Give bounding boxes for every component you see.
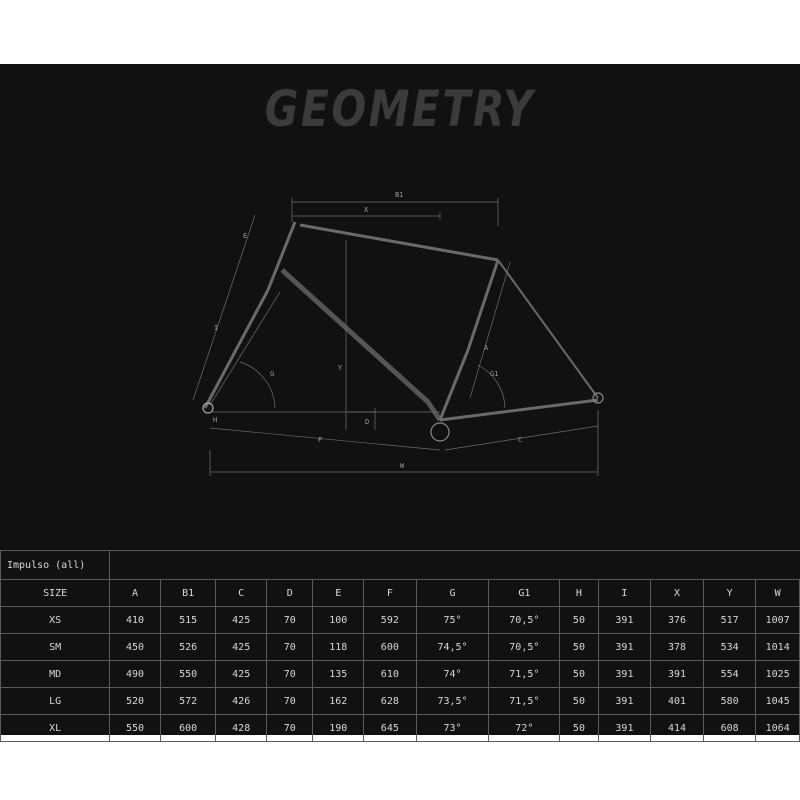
- value-cell: 391: [598, 688, 651, 715]
- col-header: D: [266, 580, 313, 607]
- value-cell: 70,5°: [489, 607, 560, 634]
- col-header: B1: [160, 580, 216, 607]
- value-cell: 74°: [416, 661, 489, 688]
- value-cell: 190: [313, 715, 364, 742]
- value-cell: 610: [364, 661, 417, 688]
- value-cell: 73,5°: [416, 688, 489, 715]
- value-cell: 70: [266, 661, 313, 688]
- table-row: [1, 688, 800, 715]
- value-cell: 1007: [756, 607, 800, 634]
- value-cell: 70,5°: [489, 634, 560, 661]
- value-cell: 520: [110, 688, 161, 715]
- geometry-table: [0, 550, 800, 742]
- value-cell: 410: [110, 607, 161, 634]
- col-header: E: [313, 580, 364, 607]
- value-cell: 425: [216, 634, 267, 661]
- value-cell: 71,5°: [489, 661, 560, 688]
- value-cell: 425: [216, 607, 267, 634]
- frame-geometry-diagram: [0, 180, 800, 480]
- page-title: GEOMETRY: [264, 80, 536, 138]
- size-cell: LG: [1, 688, 110, 715]
- value-cell: 1025: [756, 661, 800, 688]
- value-cell: 162: [313, 688, 364, 715]
- value-cell: 73°: [416, 715, 489, 742]
- value-cell: 515: [160, 607, 216, 634]
- value-cell: 391: [598, 661, 651, 688]
- value-cell: 378: [651, 634, 704, 661]
- value-cell: 554: [703, 661, 756, 688]
- value-cell: 490: [110, 661, 161, 688]
- value-cell: 592: [364, 607, 417, 634]
- size-cell: XL: [1, 715, 110, 742]
- value-cell: 414: [651, 715, 704, 742]
- label-C: C: [518, 436, 523, 444]
- label-D: D: [365, 418, 370, 426]
- label-Y: Y: [338, 364, 343, 372]
- value-cell: 50: [560, 688, 598, 715]
- value-cell: 71,5°: [489, 688, 560, 715]
- value-cell: 50: [560, 715, 598, 742]
- value-cell: 401: [651, 688, 704, 715]
- value-cell: 1045: [756, 688, 800, 715]
- col-header: C: [216, 580, 267, 607]
- value-cell: 600: [364, 634, 417, 661]
- value-cell: 600: [160, 715, 216, 742]
- col-header: A: [110, 580, 161, 607]
- table-row: [1, 607, 800, 634]
- value-cell: 391: [651, 661, 704, 688]
- frame-outline: [203, 222, 603, 441]
- table-header-row: [1, 580, 800, 607]
- value-cell: 72°: [489, 715, 560, 742]
- value-cell: 608: [703, 715, 756, 742]
- col-header: I: [598, 580, 651, 607]
- label-G1: G1: [490, 370, 499, 378]
- value-cell: 426: [216, 688, 267, 715]
- col-header: F: [364, 580, 417, 607]
- value-cell: 428: [216, 715, 267, 742]
- label-F: F: [318, 436, 323, 444]
- value-cell: 135: [313, 661, 364, 688]
- table-row: [1, 715, 800, 742]
- value-cell: 118: [313, 634, 364, 661]
- value-cell: 628: [364, 688, 417, 715]
- label-H: H: [213, 416, 218, 424]
- frame-drawing: [0, 180, 800, 480]
- col-header: X: [651, 580, 704, 607]
- value-cell: 391: [598, 634, 651, 661]
- value-cell: 1064: [756, 715, 800, 742]
- geometry-table-wrap: [0, 550, 800, 742]
- col-header: G1: [489, 580, 560, 607]
- value-cell: 70: [266, 688, 313, 715]
- value-cell: 75°: [416, 607, 489, 634]
- value-cell: 70: [266, 607, 313, 634]
- value-cell: 391: [598, 715, 651, 742]
- label-I: I: [214, 324, 219, 332]
- value-cell: 70: [266, 634, 313, 661]
- col-header: W: [756, 580, 800, 607]
- value-cell: 526: [160, 634, 216, 661]
- value-cell: 50: [560, 607, 598, 634]
- value-cell: 376: [651, 607, 704, 634]
- dimension-lines: [193, 198, 598, 476]
- value-cell: 534: [703, 634, 756, 661]
- size-cell: MD: [1, 661, 110, 688]
- col-header: Y: [703, 580, 756, 607]
- value-cell: 450: [110, 634, 161, 661]
- value-cell: 391: [598, 607, 651, 634]
- value-cell: 50: [560, 634, 598, 661]
- col-header: G: [416, 580, 489, 607]
- label-A: A: [484, 344, 489, 352]
- table-caption-row: [1, 551, 800, 580]
- label-B1: B1: [395, 191, 404, 199]
- value-cell: 50: [560, 661, 598, 688]
- table-row: [1, 634, 800, 661]
- value-cell: 550: [110, 715, 161, 742]
- size-cell: SM: [1, 634, 110, 661]
- value-cell: 572: [160, 688, 216, 715]
- value-cell: 100: [313, 607, 364, 634]
- value-cell: 550: [160, 661, 216, 688]
- caption-spacer: [110, 551, 800, 580]
- value-cell: 580: [703, 688, 756, 715]
- label-E: E: [243, 232, 248, 240]
- size-cell: XS: [1, 607, 110, 634]
- value-cell: 425: [216, 661, 267, 688]
- label-G: G: [270, 370, 275, 378]
- value-cell: 70: [266, 715, 313, 742]
- value-cell: 645: [364, 715, 417, 742]
- col-header: SIZE: [1, 580, 110, 607]
- label-W: W: [400, 462, 405, 470]
- value-cell: 74,5°: [416, 634, 489, 661]
- value-cell: 1014: [756, 634, 800, 661]
- value-cell: 517: [703, 607, 756, 634]
- table-row: [1, 661, 800, 688]
- col-header: H: [560, 580, 598, 607]
- model-label: Impulso (all): [1, 551, 110, 580]
- label-X: X: [364, 206, 369, 214]
